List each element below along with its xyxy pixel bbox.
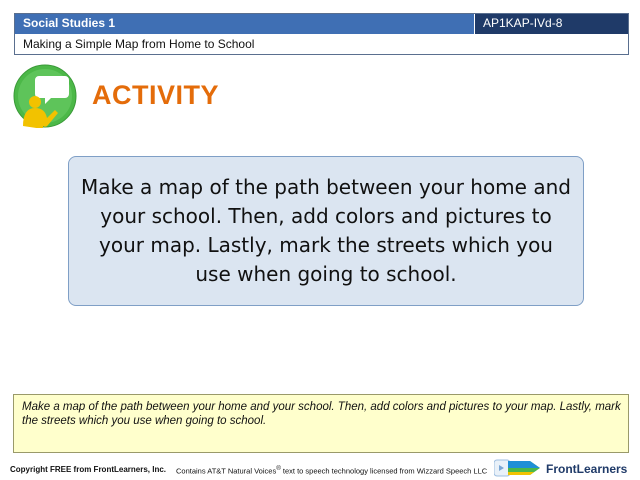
frontlearners-logo-icon <box>494 457 544 479</box>
subject-label: Social Studies 1 <box>23 16 116 30</box>
registered-mark: ® <box>276 465 281 472</box>
teacher-speech-icon <box>13 64 77 128</box>
narration-text: Make a map of the path between your home and your school. Then, add colors and pictures to your map. Lastly, mark the streets which you use when going to school. <box>22 401 621 427</box>
frontlearners-brand: FrontLearners <box>546 462 628 476</box>
lesson-title: Making a Simple Map from Home to School <box>23 37 255 51</box>
copyright-text: Copyright FREE from FrontLearners, Inc. <box>10 465 167 474</box>
tts-credit-prefix: Contains AT&T Natural Voices <box>176 466 277 476</box>
header-top-bar <box>15 14 628 34</box>
lesson-code: AP1KAP-IVd-8 <box>483 16 563 30</box>
footer <box>0 460 640 480</box>
narration-box <box>13 394 629 453</box>
activity-title: ACTIVITY <box>92 80 220 110</box>
instruction-box <box>68 156 584 306</box>
tts-credit <box>176 465 487 476</box>
lesson-header <box>14 13 629 55</box>
tts-credit-suffix: text to speech technology licensed from Wizzard Speech LLC <box>280 466 488 476</box>
header-bottom-bar <box>15 34 628 54</box>
lesson-code-box <box>474 14 628 34</box>
instruction-text: Make a map of the path between your home and your school. Then, add colors and pictures to your map. Lastly, mark the streets which you use when going to school. <box>81 175 571 286</box>
